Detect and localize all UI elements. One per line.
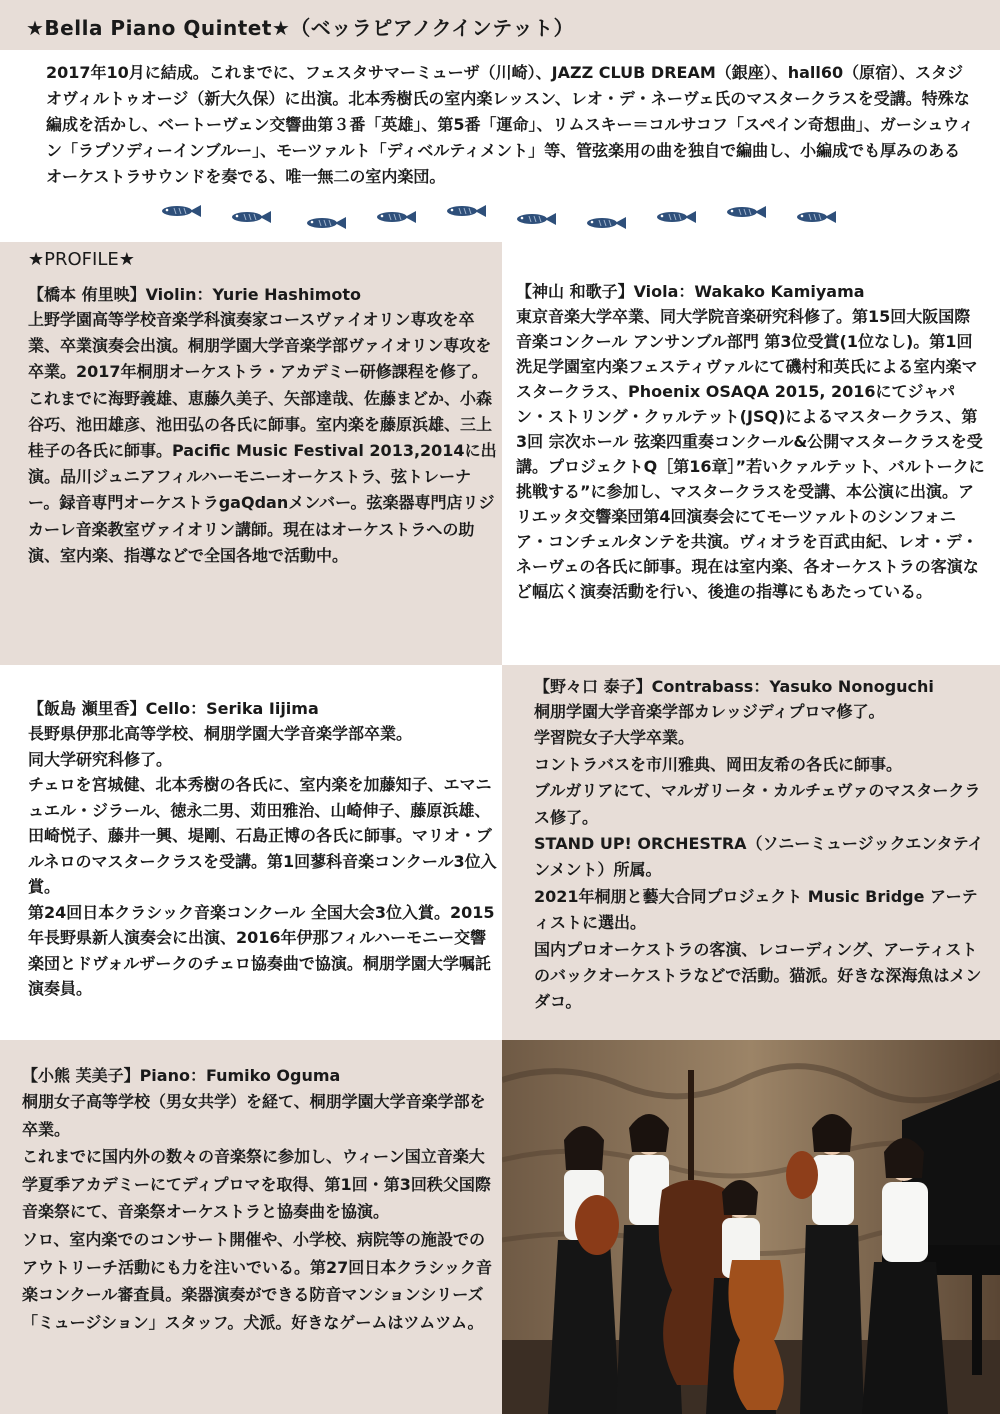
profile-viola (516, 280, 986, 604)
fish-icon (375, 210, 417, 224)
profile-violin (28, 283, 498, 569)
member-bio (22, 1088, 498, 1336)
member-bio: 東京音楽大学卒業、同大学院音楽研究科修了。第15回大阪国際音楽コンクール アンサンブル部門 第3位受賞(1位なし)。第1回洗足学園室内楽フェスティヴァルにて磯村和英氏による室内楽マスタークラス、Phoenix OSAQA 2015, 2016にてジャパン・ストリング・クヮルテット(JSQ)によるマスタークラス、第3回 宗次ホール 弦楽四重奏コンクール&公開マスタークラスを受講。プロジェクトQ［第16章］”若いクァルテット、バルトークに挑戦する”に参加し、マスタークラスを受講、本公演に出演。アリエッタ交響楽団第4回演奏会にてモーツァルトのシンフォニア・コンチェルタンテを共演。ヴィオラを百武由紀、レオ・デ・ネーヴェの各氏に師事。現在は室内楽、各オーケストラの客演など幅広く演奏活動を行い、後進の指導にもあたっている。 (516, 307, 985, 601)
fish-icon (655, 210, 697, 224)
fish-icon (515, 212, 557, 226)
bio-line: コントラバスを市川雅典、岡田友希の各氏に師事。 (534, 754, 903, 774)
bio-line: 桐朋学園大学音楽学部カレッジディプロマ修了。 (534, 702, 885, 721)
bio-line: 国内プロオーケストラの客演、レコーディング、アーティストのバックオーケストラなどで活動。猫派。好きな深海魚はメンダコ。 (534, 939, 982, 1012)
bio-line: STAND UP! ORCHESTRA（ソニーミュージックエンタテインメント）所属。 (534, 834, 984, 880)
profile-cello (28, 697, 498, 1002)
fish-icon (445, 204, 487, 218)
fish-icon (160, 204, 202, 218)
member-heading: 【飯島 瀬里香】Cello：Serika Iijima (28, 699, 319, 718)
bio-line: 桐朋女子高等学校（男女共学）を経て、桐朋学園大学音楽学部を卒業。 (22, 1092, 486, 1139)
member-heading: 【橋本 侑里映】Violin：Yurie Hashimoto (28, 285, 362, 304)
bio-line: これまでに国内外の数々の音楽祭に参加し、ウィーン国立音楽大学夏季アカデミーにてディプロマを取得、第1回・第3回秩父国際音楽祭にて、音楽祭オーケストラと協奏曲を協演。 (22, 1147, 491, 1222)
bio-line: 2021年桐朋と藝大合同プロジェクト Music Bridge アーティストに選出。 (534, 886, 978, 933)
profile-title: ★PROFILE★ (28, 249, 135, 270)
group-photo (502, 1040, 1000, 1414)
fish-icon (585, 216, 627, 230)
bio-line: 第24回日本クラシック音楽コンクール 全国大会3位入賞。2015年長野県新人演奏会に出演、2016年伊那フィルハーモニー交響楽団とドヴォルザークのチェロ協奏曲で協演。桐朋学園大学嘱託演奏員。 (28, 902, 495, 998)
page-title: ★Bella Piano Quintet★（ベッラピアノクインテット） (26, 16, 575, 40)
fish-icon (230, 210, 272, 224)
fish-icon (795, 210, 837, 224)
member-heading: 【小熊 芙美子】Piano：Fumiko Oguma (22, 1066, 341, 1085)
member-heading: 【神山 和歌子】Viola：Wakako Kamiyama (516, 282, 865, 301)
bio-line: チェロを宮城健、北本秀樹の各氏に、室内楽を加藤知子、エマニュエル・ジラール、徳永二男、苅田雅治、山崎伸子、藤原浜雄、田崎悦子、藤井一興、堤剛、石島正博の各氏に師事。マリオ・ブルネロのマスタークラスを受講。第1回蓼科音楽コンクール3位入賞。 (28, 775, 497, 896)
bio-line: ブルガリアにて、マルガリータ・カルチェヴァのマスタークラス修了。 (534, 781, 981, 827)
profile-piano (22, 1064, 498, 1336)
bio-line: 長野県伊那北高等学校、桐朋学園大学音楽学部卒業。 (28, 724, 413, 743)
bio-line: ソロ、室内楽でのコンサート開催や、小学校、病院等の施設でのアウトリーチ活動にも力を注いでいる。第27回日本クラシック音楽コンクール審査員。楽器演奏ができる防音マンションシリーズ「ミュージション」スタッフ。犬派。好きなゲームはツムツム。 (22, 1229, 492, 1332)
fish-icon (725, 205, 767, 219)
bio-line: 学習院女子大学卒業。 (534, 728, 695, 748)
member-heading: 【野々口 泰子】Contrabass：Yasuko Nonoguchi (534, 677, 934, 696)
profile-contrabass (534, 675, 984, 1016)
bio-line: 同大学研究科修了。 (28, 749, 173, 769)
fish-decoration-row (160, 200, 860, 230)
member-bio (534, 699, 984, 1016)
intro-paragraph: 2017年10月に結成。これまでに、フェスタサマーミューザ（川崎）、JAZZ CLUB DREAM（銀座）、hall60（原宿）、スタジオヴィルトゥオージ（新大久保）に出演。北本秀樹氏の室内楽レッスン、レオ・デ・ネーヴェ氏のマスタークラスを受講。特殊な編成を活かし、ベートーヴェン交響曲第３番「英雄」、第5番「運命」、リムスキー＝コルサコフ「スペイン奇想曲」、ガーシュウィン「ラプソディーインブルー」、モーツァルト「ディベルティメント」等、管弦楽用の曲を独自で編曲し、小編成でも厚みのあるオーケストラサウンドを奏でる、唯一無二の室内楽団。 (46, 63, 975, 186)
member-bio: 上野学園高等学校音楽学科演奏家コースヴァイオリン専攻を卒業、卒業演奏会出演。桐朋学園大学音楽学部ヴァイオリン専攻を卒業。2017年桐朋オーケストラ・アカデミー研修課程を修了。これまでに海野義雄、恵藤久美子、矢部達哉、佐藤まどか、小森谷巧、池田雄彦、池田弘の各氏に師事。室内楽を藤原浜雄、三上桂子の各氏に師事。Pacific Music Festival 2013,2014に出演。品川ジュニアフィルハーモニーオーケストラ、弦トレーナー。録音専門オーケストラgaQdanメンバー。弦楽器専門店リジカーレ音楽教室ヴァイオリン講師。現在はオーケストラへの助演、室内楽、指導などで全国各地で活動中。 (28, 310, 497, 565)
member-bio (28, 721, 498, 1002)
fish-icon (305, 216, 347, 230)
